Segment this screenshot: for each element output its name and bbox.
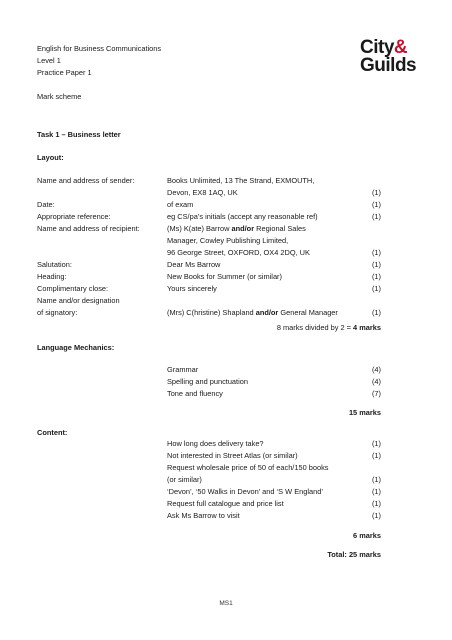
logo-ampersand: & — [393, 37, 408, 58]
content-row — [37, 438, 381, 449]
layout-row-text: 96 George Street, OXFORD, OX4 2DQ, UK — [167, 248, 310, 257]
page-footer: MS1 — [219, 600, 233, 607]
content-row-text: Request full catalogue and price list — [167, 499, 284, 508]
layout-row-mark: (1) — [371, 212, 381, 221]
layout-row-text: New Books for Summer (or similar) — [167, 272, 282, 281]
layout-row-text: Yours sincerely — [167, 284, 217, 293]
content-row — [37, 510, 381, 521]
language-row-mark: (7) — [371, 389, 381, 398]
layout-row — [37, 271, 381, 282]
content-row-text: Not interested in Street Atlas (or similar) — [167, 451, 298, 460]
language-heading: Language Mechanics: — [37, 343, 115, 352]
layout-row-mark: (1) — [371, 248, 381, 257]
language-total: 15 marks — [348, 408, 381, 417]
logo-word-city: City — [360, 37, 394, 58]
content-row-mark: (1) — [371, 439, 381, 448]
layout-row-label: Name and address of sender: — [37, 176, 135, 185]
layout-row-mark: (1) — [371, 308, 381, 317]
layout-row — [37, 307, 381, 318]
layout-total-prefix: 8 marks divided by 2 = — [276, 323, 354, 332]
language-row-text: Spelling and punctuation — [167, 377, 248, 386]
layout-row-text: Books Unlimited, 13 The Strand, EXMOUTH, — [167, 176, 315, 185]
language-row — [37, 388, 381, 399]
content-row-mark: (1) — [371, 499, 381, 508]
layout-row-mark: (1) — [371, 200, 381, 209]
content-row-text: Request wholesale price of 50 of each/150 books — [167, 463, 329, 472]
content-row — [37, 486, 381, 497]
layout-row-text: Devon, EX8 1AQ, UK — [167, 188, 238, 197]
layout-row-label: Salutation: — [37, 260, 72, 269]
layout-row-text: Manager, Cowley Publishing Limited, — [167, 236, 289, 245]
layout-row — [37, 187, 381, 198]
layout-row-mark: (1) — [371, 284, 381, 293]
language-row — [37, 376, 381, 387]
header-line-subject: English for Business Communications — [37, 44, 162, 53]
layout-row — [37, 247, 381, 258]
layout-row-label: Appropriate reference: — [37, 212, 111, 221]
layout-row — [37, 211, 381, 222]
content-row — [37, 450, 381, 461]
content-total: 6 marks — [353, 531, 381, 540]
content-row-mark: (1) — [371, 475, 381, 484]
layout-row — [37, 283, 381, 294]
layout-row-label: Name and address of recipient: — [37, 224, 140, 233]
layout-row-text: (Ms) K(ate) Barrow and/or Regional Sales — [167, 224, 306, 233]
layout-row-text: Dear Ms Barrow — [167, 260, 221, 269]
language-row-mark: (4) — [371, 365, 381, 374]
logo-word-guilds: Guilds — [360, 55, 417, 76]
content-row — [37, 474, 381, 485]
header-line-paper: Practice Paper 1 — [37, 68, 92, 77]
language-row-text: Grammar — [167, 365, 199, 374]
layout-row — [37, 295, 381, 306]
layout-row-label: of signatory: — [37, 308, 78, 317]
language-row-mark: (4) — [371, 377, 381, 386]
layout-total — [277, 322, 381, 333]
content-heading: Content: — [37, 428, 68, 437]
content-row-mark: (1) — [371, 487, 381, 496]
layout-row-label: Complimentary close: — [37, 284, 109, 293]
layout-row-mark: (1) — [371, 260, 381, 269]
layout-row — [37, 175, 381, 186]
task-title: Task 1 – Business letter — [37, 130, 121, 139]
layout-row-label: Date: — [37, 200, 55, 209]
header-line-blank — [37, 79, 161, 91]
layout-heading: Layout: — [37, 153, 64, 162]
header-line-mark-scheme: Mark scheme — [37, 92, 82, 101]
layout-row — [37, 259, 381, 270]
layout-row-mark: (1) — [371, 272, 381, 281]
layout-row-label: Name and/or designation — [37, 296, 120, 305]
layout-row — [37, 223, 381, 234]
content-row — [37, 498, 381, 509]
grand-total: Total: 25 marks — [327, 550, 381, 559]
layout-row-label: Heading: — [37, 272, 67, 281]
content-row — [37, 462, 381, 473]
layout-row — [37, 235, 381, 246]
layout-row-text: of exam — [167, 200, 194, 209]
header-line-level: Level 1 — [37, 56, 61, 65]
language-row — [37, 364, 381, 375]
layout-total-marks: 4 marks — [353, 323, 381, 332]
layout-row-mark: (1) — [371, 188, 381, 197]
document-header — [37, 43, 161, 103]
content-row-text: Ask Ms Barrow to visit — [167, 511, 240, 520]
content-row-text: How long does delivery take? — [167, 439, 264, 448]
layout-row-text: (Mrs) C(hristine) Shapland and/or General Manager — [167, 308, 338, 317]
content-row-mark: (1) — [371, 511, 381, 520]
language-row-text: Tone and fluency — [167, 389, 223, 398]
content-row-text: ‘Devon’, ‘50 Walks in Devon’ and ‘S W England’ — [167, 487, 323, 496]
content-row-text: (or similar) — [167, 475, 202, 484]
layout-row-text: eg CS/pa’s initials (accept any reasonable ref) — [167, 212, 318, 221]
city-and-guilds-logo — [358, 38, 422, 76]
content-row-mark: (1) — [371, 451, 381, 460]
layout-row — [37, 199, 381, 210]
